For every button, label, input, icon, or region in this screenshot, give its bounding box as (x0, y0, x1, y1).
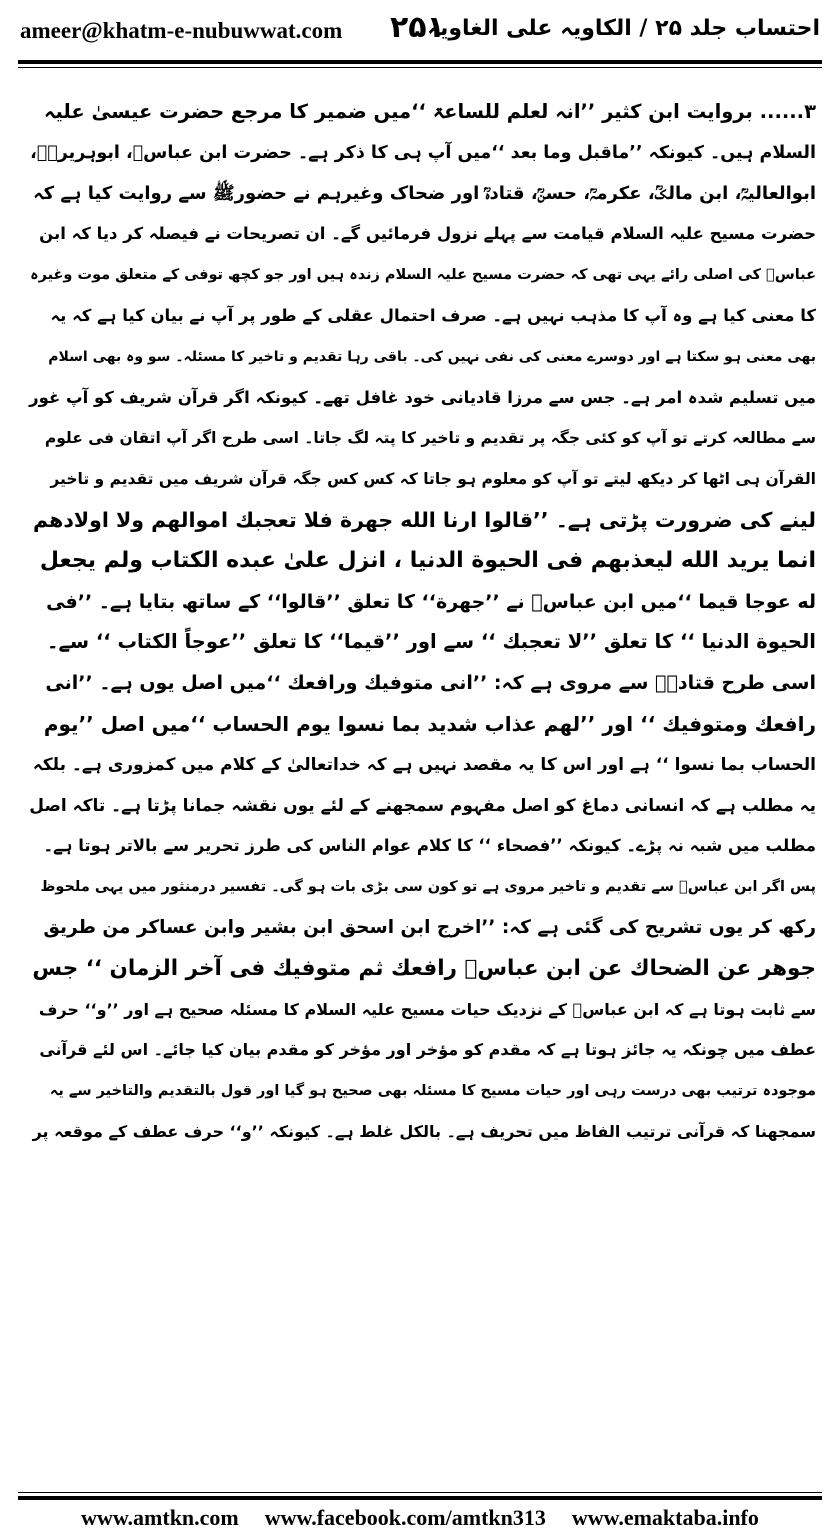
page-footer (0, 1505, 840, 1540)
text-line: اسی طرح قتادہؒ سے مروی ہے کہ: ’’انى متوفيك ورافعك ‘‘میں اصل یوں ہے۔ ’’انى (45, 672, 816, 695)
text-line: الحساب بما نسوا ‘‘ ہے اور اس کا یہ مقصد نہیں ہے کہ خداتعالیٰ کے کلام میں کمزوری ہے۔ بلکہ (32, 754, 816, 775)
text-line: جوهر عن الضحاك عن ابن عباسؓ رافعك ثم متوفيك فى آخر الزمان ‘‘ جس (32, 955, 816, 981)
running-head: احتساب جلد ۲۵ / الکاویہ علی الغاویہ (427, 16, 820, 41)
text-line: لینے کی ضرورت پڑتی ہے۔ ’’قالوا ارنا الله جهرة فلا تعجبك اموالهم ولا اولادهم (33, 507, 816, 532)
footer-rule (18, 1492, 822, 1500)
text-line: پس اگر ابن عباسؓ سے تقدیم و تاخیر مروی ہے تو کون سی بڑی بات ہو گی۔ تفسیر درمنثور میں یہی ملحوظ (40, 879, 816, 896)
text-line: سے ثابت ہوتا ہے کہ ابن عباسؓ کے نزدیک حیات مسیح علیہ السلام کا مسئلہ صحیح ہے اور ’’و‘‘ حرف (38, 999, 816, 1019)
text-line: کا معنی کیا ہے وہ آپ کا مذہب نہیں ہے۔ صرف احتمال عقلی کے طور پر آپ نے بیان کیا ہے کہ یہ (50, 305, 816, 325)
text-line: موجودہ ترتیب بھی درست رہی اور حیات مسیح کا مسئلہ بھی صحیح ہو گیا اور قول بالتقدیم والتاخیر سے یہ (49, 1083, 816, 1100)
text-line: القرآن ہی اٹھا کر دیکھ لیتے تو آپ کو معلوم ہو جاتا کہ کس کس جگہ قرآن شریف میں تقدیم و تاخیر (50, 470, 816, 489)
text-line: رافعك ومتوفيك ‘‘ اور ’’لهم عذاب شديد بما نسوا يوم الحساب ‘‘میں اصل ’’يوم (43, 711, 816, 736)
text-line: السلام ہیں۔ کیونکہ ’’ماقبل وما بعد ‘‘میں آپ ہی کا ذکر ہے۔ حضرت ابن عباسؓ، ابوہریرہؓ، (30, 142, 816, 163)
text-line: رکھ کر یوں تشریح کی گئی ہے کہ: ’’اخرج ابن اسحق ابن بشير وابن عساكر من طريق (43, 916, 816, 938)
text-line: مطلب میں شبہ نہ پڑے۔ کیونکہ ’’فصحاء ‘‘ کا کلام عوام الناس کی طرز تحریر سے بالاتر ہوتا ہے۔ (43, 836, 816, 856)
text-line: بھی معنی ہو سکتا ہے اور دوسرے معنی کی نفی نہیں کی۔ باقی رہا تقدیم و تاخیر کا مسئلہ۔ سو وہ بھی اسلام (48, 348, 816, 365)
page-header (0, 0, 840, 80)
text-line: عطف میں چونکہ یہ جائز ہوتا ہے کہ مقدم کو مؤخر اور مؤخر کو مقدم بیان کیا جائے۔ اس لئے قرآنی (39, 1040, 816, 1060)
header-rule (18, 60, 822, 68)
text-line: حضرت مسیح علیہ السلام قیامت سے پہلے نزول فرمائیں گے۔ ان تصریحات نے فیصلہ کر دیا کہ ابن (39, 224, 816, 244)
text-line: له عوجا قيما ‘‘میں ابن عباسؓ نے ’’جهرة‘‘ کا تعلق ’’قالوا‘‘ کے ساتھ بتایا ہے۔ ’’فى (46, 590, 816, 613)
text-line: سے مطالعہ کرتے تو آپ کو کئی جگہ پر تقدیم و تاخیر کا پتہ لگ جاتا۔ اسی طرح اگر آپ اتقان فی علوم (44, 429, 816, 448)
page-number: ۲۵۱ (390, 10, 445, 45)
footer-link-emaktaba[interactable]: www.emaktaba.info (571, 1505, 759, 1530)
text-line: ۳...... بروایت ابن کثیر ’’انہ لعلم للساعۃ ‘‘میں ضمیر کا مرجع حضرت عیسیٰ علیہ (44, 100, 816, 123)
text-line: میں تسلیم شدہ امر ہے۔ جس سے مرزا قادیانی خود غافل تھے۔ کیونکہ اگر قرآن شریف کو آپ غور (29, 387, 816, 407)
header-email: ameer@khatm-e-nubuwwat.com (20, 18, 343, 43)
text-line: ابوالعالیہؒ، ابن مالکؒ، عکرمہؒ، حسنؒ، قتادہؒ اور ضحاک وغیرہم نے حضورﷺ سے روایت کیا ہے کہ (33, 182, 816, 204)
footer-link-amtkn[interactable]: www.amtkn.com (81, 1505, 239, 1530)
body-text (28, 92, 816, 1153)
text-line: عباسؓ کی اصلی رائے یہی تھی کہ حضرت مسیح علیہ السلام زندہ ہیں اور جو کچھ توفی کے متعلق موت وغیرہ (30, 267, 816, 284)
text-line: یہ مطلب ہے کہ انسانی دماغ کو اصل مفہوم سمجھنے کے لئے یوں نقشہ جمانا پڑتا ہے۔ تاکہ اصل (29, 795, 816, 816)
footer-link-facebook[interactable]: www.facebook.com/amtkn313 (264, 1505, 546, 1530)
text-line: انما يريد الله ليعذبهم فى الحيوة الدنيا ، انزل علىٰ عبده الكتاب ولم يجعل (39, 547, 816, 573)
text-line: سمجھنا کہ قرآنی ترتیب الفاظ میں تحریف ہے۔ بالکل غلط ہے۔ کیونکہ ’’و‘‘ حرف عطف کے موقعہ پر (32, 1121, 816, 1141)
text-line: الحيوة الدنيا ‘‘ کا تعلق ’’لا تعجبك ‘‘ سے اور ’’قيما‘‘ کا تعلق ’’عوجاً الكتاب ‘‘ سے۔ (47, 630, 816, 654)
